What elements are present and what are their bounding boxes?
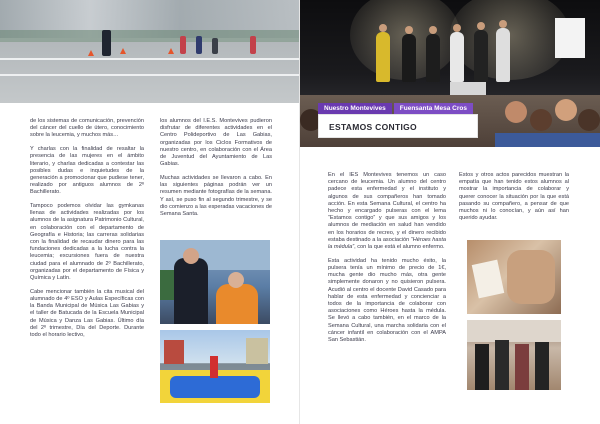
inflatable-photo xyxy=(160,330,270,403)
paragraph: de los sistemas de comunicación, prevención del cáncer del cuello de útero, conocimiento sobre la leucemia, y muchos más… xyxy=(30,118,144,139)
left-column-1 xyxy=(30,118,144,346)
photo-wall xyxy=(467,320,561,342)
photo-person xyxy=(450,32,464,82)
bracelet-photo xyxy=(467,240,561,314)
photo-person xyxy=(174,258,208,324)
track-line xyxy=(0,58,300,60)
paragraph: Estos y otros actos parecidos muestran la empatía que han tenido estos alumnos al mostrar la importancia de colaborar y querer conocer la situación por la que está pasando su compañero, a pensar de que muchos ni lo conocían, y aún así han querido ayudar. xyxy=(459,172,569,222)
photo-face xyxy=(183,248,199,264)
photo-face xyxy=(405,26,413,34)
photo-face xyxy=(453,24,461,32)
photo-building xyxy=(246,338,268,364)
paragraph: Tampoco podemos olvidar las gymkanas llenas de actividades realizadas por los alumnos de la asignatura Patrimonio Cultural, en colaboración con el departamento de Geografía e Historia; las carreras solidarias con la finalidad de recaudar dinero para las fundaciones dedicadas a la lucha contra la leucemia; excursiones fuera de nuestra ciudad para el alumnado de 2º Bachillerato, organizadas por el departamento de Física y Química y Latín. xyxy=(30,203,144,282)
photo-hand xyxy=(507,250,555,304)
photo-person xyxy=(515,344,529,390)
right-column-2 xyxy=(459,172,569,229)
photo-person xyxy=(496,28,510,82)
photo-person xyxy=(376,32,390,82)
section-tag: Nuestro Montevives xyxy=(318,103,392,114)
cone-icon xyxy=(120,48,126,54)
photo-face xyxy=(379,24,387,32)
paragraph: Cabe mencionar también la cita musical del alumnado de 4º ESO y Aulas Específicas con la Banda Municipal de Música Las Gabias y el taller de Batucada de la Escuela Municipal de Música y Danza Las Gabias. Último día del 2º trimestre, Día del Deporte. Durante todo el horario lectivo, xyxy=(30,288,144,338)
photo-screen xyxy=(555,18,585,58)
right-column-1 xyxy=(328,172,446,351)
photo-person xyxy=(474,30,488,82)
paragraph-text: , con la que está el alumno enfermo. xyxy=(354,244,445,251)
photo-tree xyxy=(160,270,174,300)
paragraph: los alumnos del I.E.S. Montevives pudieron disfrutar de diferentes actividades en el Centro Polideportivo de Las Gabias, organizadas por los Ciclos Formativos de nuestro centro, en colaboración con el Área de Juventud del Ayuntamiento de Las Gabias. xyxy=(160,118,272,168)
article-tags xyxy=(318,103,473,114)
photo-head xyxy=(505,101,527,123)
track-event-photo xyxy=(0,0,300,103)
photo-head xyxy=(578,109,600,131)
article-title: ESTAMOS CONTIGO xyxy=(329,122,417,132)
association-name: “Héroes hasta la médula” xyxy=(328,236,446,251)
photo-face xyxy=(477,22,485,30)
photo-person xyxy=(216,284,258,324)
photo-person xyxy=(475,344,489,390)
paragraph: Y charlas con la finalidad de resaltar la presencia de las mujeres en el ámbito literario, y charlas dedicadas a contestar las posibles dudas e inquietudes de la generación a promocionar que pudiese tener, realizado por antiguos alumnos de 2º Bachillerato. xyxy=(30,146,144,196)
photo-building xyxy=(164,340,184,364)
track-line xyxy=(0,74,300,76)
paragraph-text: En el IES Montevives tenemos un caso cercano de leucemia. Un alumno del centro padece esta enfermedad y el instituto y algunos de sus compañeros han tomado acción. En esta Semana Cultural, el centro ha hecho y encargado pulseras con el lema “Estamos contigo” y que sus amigos y los alumnos de mediación en salud han vendido en los horarios de recreo, y el dinero recibido estaba destinado a la asociación xyxy=(328,172,446,243)
photo-clothes xyxy=(495,133,600,147)
photo-head xyxy=(555,99,577,121)
photo-person xyxy=(535,342,549,390)
group-photo xyxy=(467,320,561,390)
photo-podium xyxy=(450,82,486,96)
photo-face xyxy=(429,26,437,34)
photo-person xyxy=(402,34,416,82)
cone-icon xyxy=(168,48,174,54)
photo-face xyxy=(499,20,507,28)
photo-person xyxy=(196,36,202,54)
photo-ticket xyxy=(472,260,505,299)
students-photo xyxy=(160,240,270,324)
photo-person xyxy=(495,340,509,390)
photo-person xyxy=(210,356,218,378)
photo-person xyxy=(102,30,111,56)
cone-icon xyxy=(88,50,94,56)
photo-face xyxy=(228,272,244,288)
stage-photo xyxy=(300,0,600,105)
title-box xyxy=(318,114,478,138)
photo-person xyxy=(212,38,218,54)
left-column-2 xyxy=(160,118,272,225)
photo-head xyxy=(530,109,552,131)
author-tag: Fuensanta Mesa Cros xyxy=(394,103,473,114)
photo-person xyxy=(250,36,256,54)
photo-person xyxy=(426,34,440,82)
inflatable-pool xyxy=(170,376,260,398)
paragraph: Esta actividad ha tenido mucho éxito, la pulsera tenía un mínimo de precio de 1€, mucha gente dio mucho más, otra gente simplemente donaron y no quisieron pulsera. Acudió al centro el docente David Casado para hablar de esta enfermedad y concienciar a todos de la importancia de colaborar con asociaciones como Héroes hasta la médula. Se llevó a cabo también, en el marco de la Semana Cultural, una marcha solidaria con el cáncer infantil en colaboración con el AMPA San Sebastián. xyxy=(328,257,446,343)
paragraph xyxy=(328,172,446,251)
paragraph: Muchas actividades se llevaron a cabo. En las siguientes páginas podrán ver un resumen mediante fotografías de la semana. Y así, se puso fin al segundo trimestre, y se dio comienzo a las esperadas vacaciones de Semana Santa. xyxy=(160,174,272,217)
photo-person xyxy=(180,36,186,54)
photo-light xyxy=(450,0,570,80)
